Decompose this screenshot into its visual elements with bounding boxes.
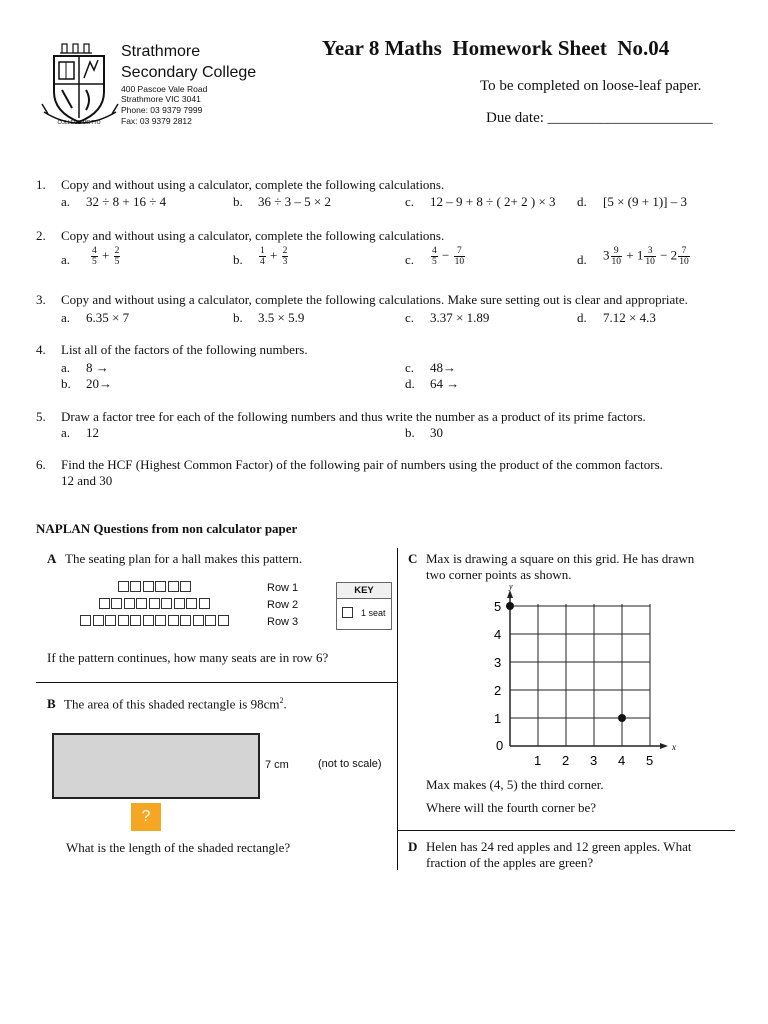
part-expression-b: $\frac{1}{4}$ + $\frac{2}{3}$ [260,246,288,267]
question-number: 2. [36,228,46,243]
part-expression-c: 3.37 × 1.89 [430,310,490,325]
y-tick-label: 3 [494,655,502,670]
number-pair: 12 and 30 [61,473,113,488]
part-expression-b: 20→ [86,376,112,391]
school-name-line-2: Secondary College [121,64,257,81]
seat-icon [130,615,141,626]
question-text-line-2: fraction of the apples are green? [426,855,594,870]
fraction: $\frac{4}{5}$ [432,246,437,267]
page-title: Year 8 Maths Homework Sheet No.04 [322,36,670,60]
scale-note: (not to scale) [318,758,382,770]
fraction: $\frac{9}{10}$ [611,246,621,267]
question-prompt: What is the length of the shaded rectangle? [66,840,291,855]
question-number: 5. [36,409,46,424]
question-text: The area of this shaded rectangle is $98cm^2$. [64,696,287,712]
x-tick-label: 3 [590,753,598,768]
y-axis-arrow-icon [507,590,513,598]
part-expression-d: 7.12 × 4.3 [603,310,656,325]
part-expression-a: 32 ÷ 8 + 16 ÷ 4 [86,194,167,209]
seat-icon [218,615,229,626]
question-text-line-1: Max is drawing a square on this grid. He has drawn [426,551,695,566]
due-date-line: Due date: ______________________ [486,110,713,126]
question-number: 4. [36,342,46,357]
part-expression-c: 12 – 9 + 8 ÷ ( 2+ 2 ) × 3 [430,194,556,209]
seat-icon [186,598,197,609]
question-text: Draw a factor tree for each of the following numbers and thus write the number as a product of its prime factors. [61,409,646,424]
seat-icon [155,581,166,592]
school-phone: Phone: 03 9379 7999 [121,105,203,115]
school-address: 400 Pascoe Vale Road [121,84,208,94]
part-label-d: d. [577,252,587,267]
question-text-line-2: two corner points as shown. [426,567,572,582]
part-label-c: c. [405,194,415,209]
seat-icon [161,598,172,609]
shaded-rectangle [52,733,260,799]
school-fax: Fax: 03 9379 2812 [121,116,192,126]
seat-icon [99,598,110,609]
row-divider-right [397,830,735,831]
school-logo [40,42,120,128]
plotted-point [506,602,514,610]
seat-icon [143,615,154,626]
school-name-line-1: Strathmore [121,43,201,60]
part-label-b: b. [233,252,243,267]
seat-icon [174,598,185,609]
key-box [336,582,392,630]
question-text: List all of the factors of the following numbers. [61,342,308,357]
part-label-c: c. [405,310,415,325]
seat-icon [124,598,135,609]
fraction: $\frac{1}{4}$ [260,246,265,267]
question-text: Find the HCF (Highest Common Factor) of the following pair of numbers using the product of the common factors. [61,457,663,472]
part-expression-b: 36 ÷ 3 – 5 × 2 [258,194,331,209]
part-label-c: c. [405,252,415,267]
part-label-b: b. [233,310,243,325]
part-expression-d: [5 × (9 + 1)] – 3 [603,194,687,209]
part-expression-a: 12 [86,425,99,440]
school-suburb: Strathmore VIC 3041 [121,94,201,104]
part-label-a: a. [61,425,71,440]
question-text: Copy and without using a calculator, complete the following calculations. [61,228,445,243]
seat-icon [205,615,216,626]
part-label-d: d. [405,376,415,391]
seat-icon [105,615,116,626]
y-tick-label: 5 [494,599,502,614]
seat-icon [180,615,191,626]
part-expression-b: 30 [430,425,443,440]
seat-icon [130,581,141,592]
y-axis-label: y [509,584,513,591]
seat-icon [118,581,129,592]
x-axis-label: x [672,742,676,752]
part-label-a: a. [61,194,71,209]
part-expression-a: 6.35 × 7 [86,310,130,325]
info-line: Max makes (4, 5) the third corner. [426,777,604,792]
fraction: $\frac{7}{10}$ [679,246,689,267]
unknown-length-box: ? [131,803,161,831]
seat-icon [118,615,129,626]
question-prompt: Where will the fourth corner be? [426,800,597,815]
part-expression-d: 64 → [430,376,460,391]
question-number: 3. [36,292,46,307]
question-letter: C [408,551,418,566]
seat-icon [93,615,104,626]
part-expression-c: $\frac{4}{5}$ − $\frac{7}{10}$ [432,246,465,267]
seat-icon [80,615,91,626]
seat-icon [168,615,179,626]
naplan-heading: NAPLAN Questions from non calculator paper [36,521,298,536]
key-title: KEY [337,583,391,599]
seat-icon [193,615,204,626]
coordinate-grid [468,584,688,770]
question-text: Copy and without using a calculator, complete the following calculations. Make sure setting out is clear and appropriate. [61,292,688,307]
part-expression-b: 3.5 × 5.9 [258,310,305,325]
crest-icon [40,42,120,128]
side-length-label: 7 cm [265,759,289,771]
question-number: 1. [36,177,46,192]
y-tick-label: 1 [494,711,502,726]
question-number: 6. [36,457,46,472]
seat-icon [111,598,122,609]
part-label-b: b. [61,376,71,391]
plotted-point [618,714,626,722]
instruction-text: To be completed on loose-leaf paper. [480,78,702,94]
part-expression-a: 8 → [86,360,109,375]
x-tick-label: 2 [562,753,570,768]
fraction: $\frac{4}{5}$ [92,246,97,267]
question-letter: B [47,696,56,711]
fraction: $\frac{7}{10}$ [454,246,465,267]
question-letter: D [408,839,418,854]
y-tick-label: 4 [494,627,502,642]
seat-icon [180,581,191,592]
row-label-1: Row 1 [267,582,299,594]
crest-motto: COLLEGE MOTTO [57,120,101,126]
y-tick-label: 2 [494,683,502,698]
question-prompt: If the pattern continues, how many seats are in row 6? [47,650,329,665]
part-label-a: a. [61,360,71,375]
question-text-line-1: Helen has 24 red apples and 12 green apples. What [426,839,692,854]
x-tick-label: 1 [534,753,542,768]
part-label-b: b. [233,194,243,209]
row-label-3: Row 3 [267,616,299,628]
key-label: 1 seat [361,608,386,618]
seat-icon [143,581,154,592]
part-expression-c: 48→ [430,360,456,375]
question-text: The seating plan for a hall makes this pattern. [65,551,303,566]
fraction: $\frac{2}{5}$ [114,246,120,267]
column-divider [397,548,398,870]
key-seat-icon [342,607,353,618]
seat-icon [136,598,147,609]
x-tick-label: 4 [618,753,626,768]
part-label-d: d. [577,194,587,209]
part-expression-d: 3 $\frac{9}{10}$ + 1 $\frac{3}{10}$ − 2 $\frac{7}{10}$ [603,246,689,267]
origin-label: 0 [496,738,504,753]
part-expression-a: $\frac{4}{5}$ + $\frac{2}{5}$ [92,246,120,267]
seat-icon [155,615,166,626]
seat-icon [199,598,210,609]
seat-icon [149,598,160,609]
fraction: $\frac{2}{3}$ [282,246,288,267]
seat-icon [168,581,179,592]
part-label-a: a. [61,252,71,267]
x-axis-arrow-icon [660,743,668,749]
part-label-a: a. [61,310,71,325]
question-letter: A [47,551,57,566]
part-label-d: d. [577,310,587,325]
row-divider-left [36,682,397,683]
part-label-c: c. [405,360,415,375]
part-label-b: b. [405,425,415,440]
question-text: Copy and without using a calculator, complete the following calculations. [61,177,445,192]
row-label-2: Row 2 [267,599,299,611]
fraction: $\frac{3}{10}$ [645,246,655,267]
x-tick-label: 5 [646,753,654,768]
